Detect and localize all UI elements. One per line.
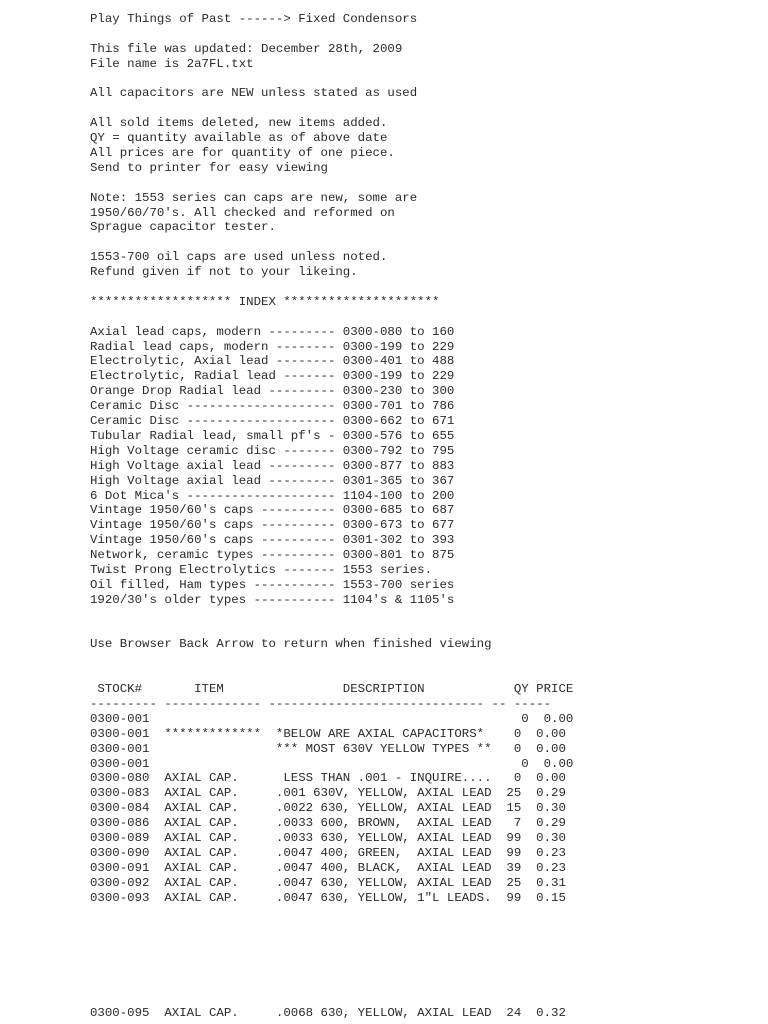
note-line: Send to printer for easy viewing [90,160,328,175]
table-row: 0300-091 AXIAL CAP. .0047 400, BLACK, AXIAL LEAD 39 0.23 [90,860,566,875]
spacer [90,101,760,116]
table-row: 0300-095 AXIAL CAP. .0068 630, YELLOW, AXIAL LEAD 24 0.32 [90,1006,566,1020]
page-title: Play Things of Past ------> Fixed Condensors [90,12,418,26]
index-item: 1920/30's older types ----------- 1104's & 1105's [90,592,455,607]
index-item: Vintage 1950/60's caps ---------- 0300-673 to 677 [90,518,455,533]
index-item: Tubular Radial lead, small pf's - 0300-576 to 655 [90,428,455,443]
table-row: 0300-001 0 0.00 [90,756,574,771]
index-item: Orange Drop Radial lead --------- 0300-230 to 300 [90,384,455,399]
table-row: 0300-080 AXIAL CAP. LESS THAN .001 - INQUIRE.... 0 0.00 [90,771,566,786]
series-note-line: 1950/60/70's. All checked and reformed on [90,205,395,220]
index-item: 6 Dot Mica's -------------------- 1104-100 to 200 [90,488,455,503]
table-row: 0300-093 AXIAL CAP. .0047 630, YELLOW, 1"L LEADS. 99 0.15 [90,890,566,905]
spacer [90,176,760,191]
series-note-line: Note: 1553 series can caps are new, some are [90,190,418,205]
table-row: 0300-089 AXIAL CAP. .0033 630, YELLOW, AXIAL LEAD 99 0.30 [90,831,566,846]
index-item: Radial lead caps, modern -------- 0300-199 to 229 [90,339,455,354]
spacer [90,27,760,42]
index-item: High Voltage axial lead --------- 0301-365 to 367 [90,473,455,488]
oil-note-line: Refund given if not to your likeing. [90,265,358,280]
back-note: Use Browser Back Arrow to return when finished viewing [90,637,492,652]
note-line: All prices are for quantity of one piece. [90,146,395,161]
updated-date: This file was updated: December 28th, 2009 [90,41,403,56]
spacer [90,310,760,325]
stock-table [90,682,760,905]
index-item: Network, ceramic types ---------- 0300-801 to 875 [90,548,455,563]
table-row: 0300-092 AXIAL CAP. .0047 630, YELLOW, AXIAL LEAD 25 0.31 [90,875,566,890]
oil-note-line: 1553-700 oil caps are used unless noted. [90,250,388,265]
table-row: 0300-001 0 0.00 [90,711,574,726]
index-item: Ceramic Disc -------------------- 0300-662 to 671 [90,414,455,429]
note-line: QY = quantity available as of above date [90,131,388,146]
oil-note-block [90,250,760,280]
notes-block [90,116,760,176]
index-item: Ceramic Disc -------------------- 0300-701 to 786 [90,399,455,414]
index-item: High Voltage ceramic disc ------- 0300-792 to 795 [90,443,455,458]
table-divider: --------- ------------- ----------------------------- -- ----- [90,697,552,711]
table-row: 0300-090 AXIAL CAP. .0047 400, GREEN, AXIAL LEAD 99 0.23 [90,845,566,860]
new-note: All capacitors are NEW unless stated as used [90,86,418,101]
index-item: Axial lead caps, modern --------- 0300-080 to 160 [90,324,455,339]
index-item: Oil filled, Ham types ----------- 1553-700 series [90,577,455,592]
series-note-block [90,191,760,236]
table-row: 0300-084 AXIAL CAP. .0022 630, YELLOW, AXIAL LEAD 15 0.30 [90,801,566,816]
index-list [90,325,760,608]
spacer [90,72,760,87]
table-row: 0300-086 AXIAL CAP. .0033 600, BROWN, AXIAL LEAD 7 0.29 [90,816,566,831]
spacer [90,608,760,638]
table-row: 0300-001 ************* *BELOW ARE AXIAL CAPACITORS* 0 0.00 [90,726,566,741]
file-name: File name is 2a7FL.txt [90,56,254,71]
index-item: Electrolytic, Axial lead -------- 0300-401 to 488 [90,354,455,369]
spacer [90,652,760,682]
table-row: 0300-083 AXIAL CAP. .001 630V, YELLOW, AXIAL LEAD 25 0.29 [90,786,566,801]
index-item: Vintage 1950/60's caps ---------- 0301-302 to 393 [90,533,455,548]
spacer [90,235,760,250]
table-row: 0300-001 *** MOST 630V YELLOW TYPES ** 0 0.00 [90,741,566,756]
note-line: All sold items deleted, new items added. [90,116,388,131]
index-item: Electrolytic, Radial lead ------- 0300-199 to 229 [90,369,455,384]
table-header: STOCK# ITEM DESCRIPTION QY PRICE [90,682,574,697]
series-note-line: Sprague capacitor tester. [90,220,276,235]
index-item: Twist Prong Electrolytics ------- 1553 series. [90,562,433,577]
spacer [90,280,760,295]
stock-table-continued [90,1006,760,1021]
text-document [90,12,760,905]
index-title: ******************* INDEX ********************* [90,294,440,309]
index-item: Vintage 1950/60's caps ---------- 0300-685 to 687 [90,503,455,518]
index-item: High Voltage axial lead --------- 0300-877 to 883 [90,458,455,473]
